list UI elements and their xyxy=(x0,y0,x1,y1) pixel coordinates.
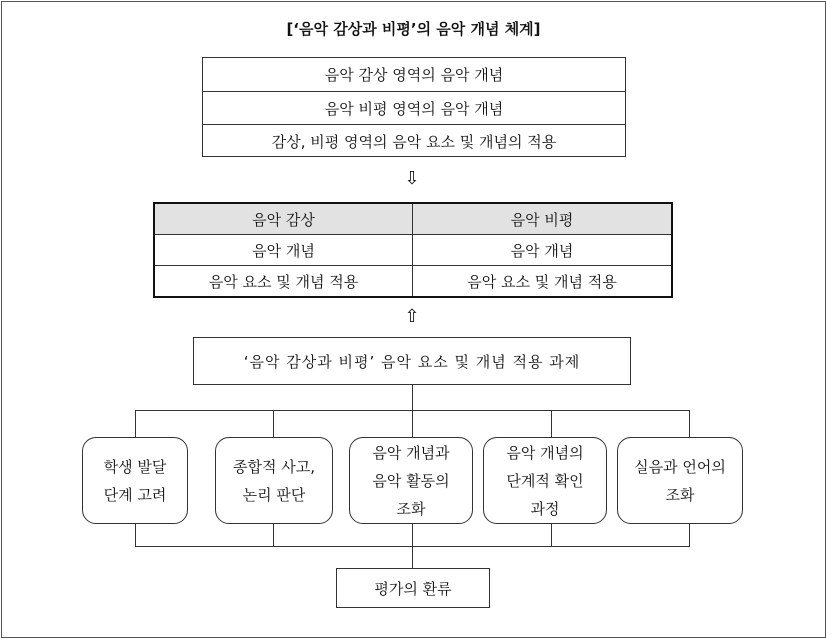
connector xyxy=(273,524,274,546)
connector xyxy=(412,410,413,437)
criterion-box: 음악 개념의 단계적 확인 과정 xyxy=(483,437,607,524)
feedback-label: 평가의 환류 xyxy=(374,579,452,598)
table-header-criticism: 음악 비평 xyxy=(413,204,671,235)
connector xyxy=(551,410,552,437)
connector xyxy=(689,410,690,437)
comparison-table xyxy=(153,202,673,298)
connector xyxy=(412,385,413,410)
connector xyxy=(135,410,136,437)
arrow-down-icon: ⇩ xyxy=(404,168,420,189)
connector xyxy=(689,524,690,546)
criterion-box: 종합적 사고, 논리 판단 xyxy=(215,437,333,524)
connector xyxy=(412,546,413,568)
diagram-title: [‘음악 감상과 비평’의 음악 개념 체계] xyxy=(286,20,541,38)
task-label: ‘음악 감상과 비평’ 음악 요소 및 개념 적용 과제 xyxy=(243,352,581,371)
concept-appreciation: 음악 감상 영역의 음악 개념 xyxy=(324,66,504,84)
table-cell: 음악 개념 xyxy=(413,235,671,266)
criterion-box: 학생 발달 단계 고려 xyxy=(82,437,188,524)
feedback-box xyxy=(336,568,490,608)
connector xyxy=(412,524,413,546)
connector xyxy=(551,524,552,546)
table-cell: 음악 개념 xyxy=(155,235,413,266)
connector xyxy=(135,524,136,546)
concept-application: 감상, 비평 영역의 음악 요소 및 개념의 적용 xyxy=(203,124,625,157)
table-header-appreciation: 음악 감상 xyxy=(155,204,413,235)
table-cell: 음악 요소 및 개념 적용 xyxy=(155,266,413,296)
arrow-up-icon: ⇧ xyxy=(404,306,420,327)
criterion-box: 실음과 언어의 조화 xyxy=(617,437,743,524)
concept-criticism: 음악 비평 영역의 음악 개념 xyxy=(203,91,625,125)
connector xyxy=(273,410,274,437)
criterion-box: 음악 개념과 음악 활동의 조화 xyxy=(349,437,473,524)
task-box xyxy=(193,337,631,385)
concept-box xyxy=(202,57,626,157)
table-cell: 음악 요소 및 개념 적용 xyxy=(467,272,617,291)
